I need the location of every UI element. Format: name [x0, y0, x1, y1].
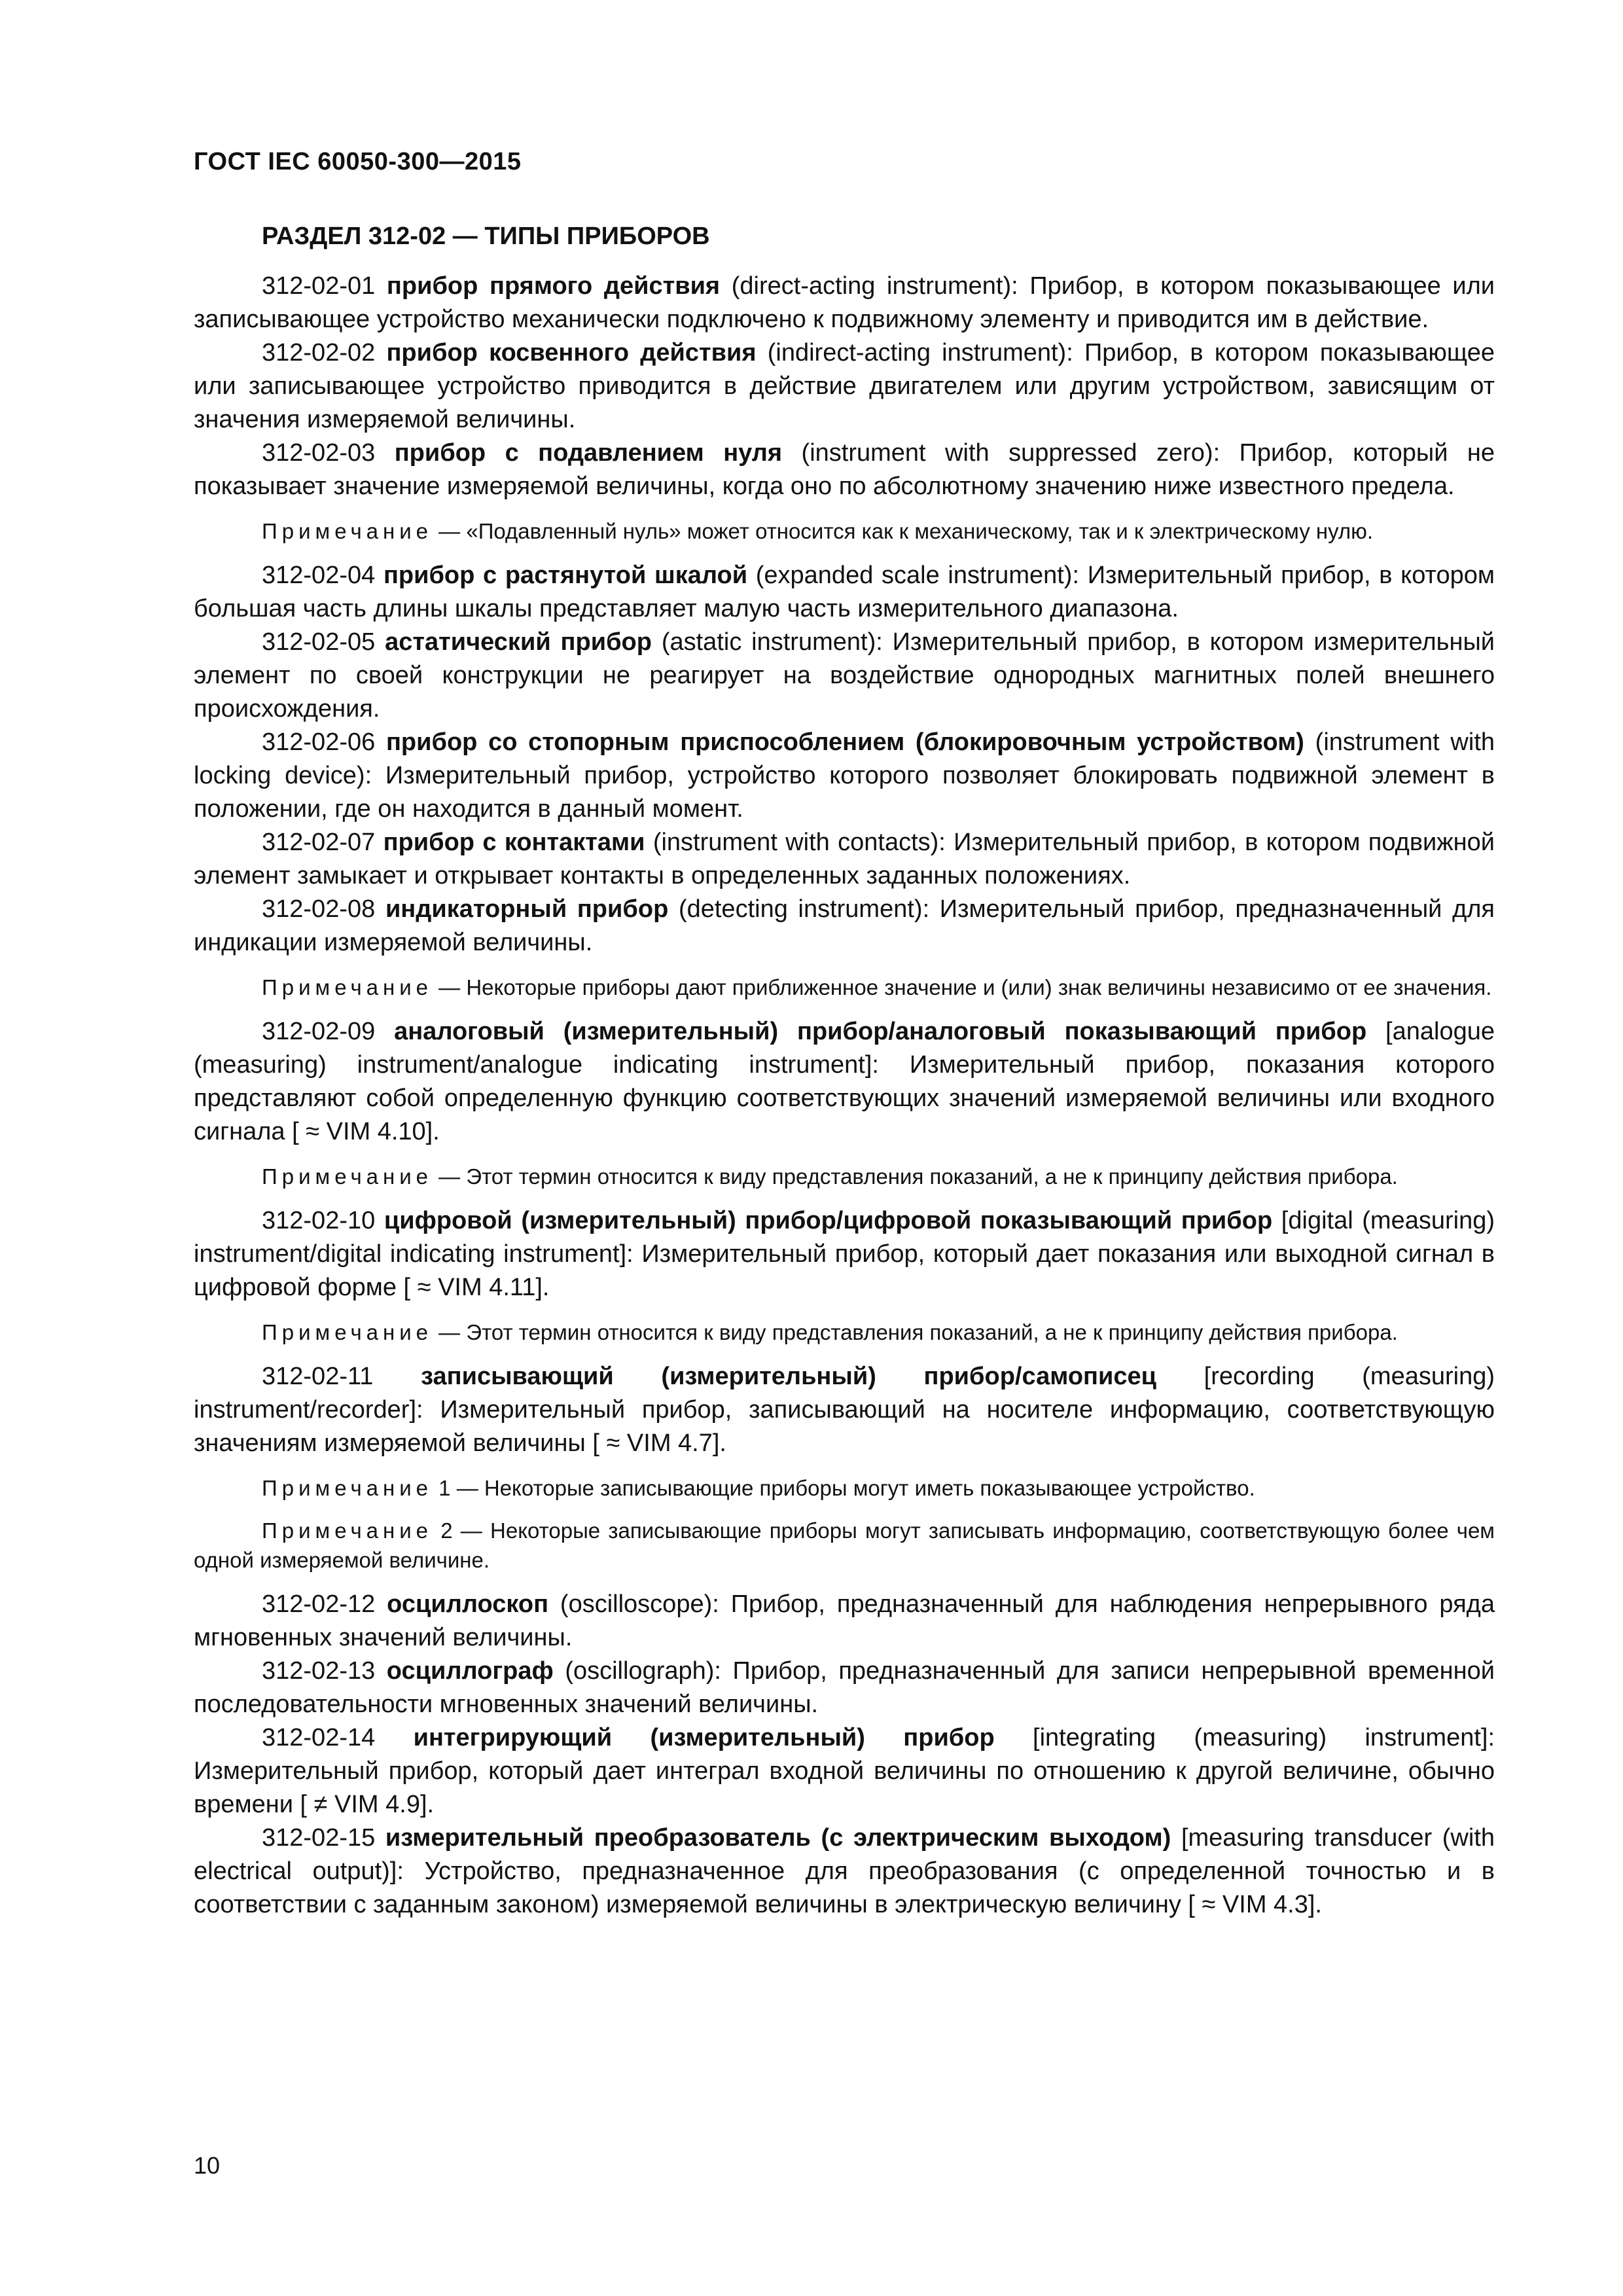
term-number: 312-02-03 [262, 439, 376, 467]
note-text: 2 — Некоторые записывающие приборы могут записывать информацию, соответствующую более чем одной измеряемой величине. [194, 1518, 1495, 1572]
term-name: прибор с подавлением нуля [394, 439, 783, 467]
term-entry [194, 1204, 1495, 1304]
note [194, 516, 1495, 546]
note-text: — Некоторые приборы дают приближенное значение и (или) знак величины независимо от ее значения. [433, 975, 1492, 999]
term-number: 312-02-14 [262, 1724, 376, 1751]
term-number: 312-02-02 [262, 339, 376, 367]
term-name: прибор с растянутой шкалой [383, 562, 748, 589]
note-label: Примечание [262, 1518, 433, 1543]
term-entry [194, 726, 1495, 826]
term-entry [194, 437, 1495, 503]
term-definition: (indirect-acting instrument): Прибор, в котором показывающее или записывающее устройство приводится в действие двигателем или другим устройством, зависящим от значения измеряемой величины. [194, 339, 1495, 433]
term-definition: (oscillograph): Прибор, предназначенный для записи непрерывной временной последовательности мгновенных значений величины. [194, 1657, 1495, 1718]
term-entry [194, 1655, 1495, 1721]
term-entry [194, 1588, 1495, 1655]
note-text: 1 — Некоторые записывающие приборы могут иметь показывающее устройство. [433, 1476, 1255, 1500]
term-number: 312-02-11 [262, 1363, 374, 1390]
note-label: Примечание [262, 519, 433, 543]
term-entry [194, 893, 1495, 960]
note [194, 1162, 1495, 1191]
term-name: цифровой (измерительный) прибор/цифровой показывающий прибор [383, 1207, 1273, 1234]
term-name: измерительный преобразователь (с электрическим выходом) [385, 1824, 1171, 1852]
note-text: — «Подавленный нуль» может относится как к механическому, так и к электрическому нулю. [433, 519, 1374, 543]
term-definition: [analogue (measuring) instrument/analogue indicating instrument]: Измерительный прибор, показания которого представляют собой определенную функцию соответствующих значений измеряемой величины или входного сигнала [ ≈ VIM 4.10]. [194, 1018, 1495, 1145]
term-number: 312-02-08 [262, 895, 376, 923]
term-definition: (detecting instrument): Измерительный прибор, предназначенный для индикации измеряемой величины. [194, 895, 1495, 956]
term-definition: [integrating (measuring) instrument]: Измерительный прибор, который дает интеграл входной величины по отношению к другой величине, обычно времени [ ≠ VIM 4.9]. [194, 1724, 1495, 1818]
term-number: 312-02-13 [262, 1657, 376, 1685]
term-entry [194, 626, 1495, 726]
term-name: прибор со стопорным приспособлением (блокировочным устройством) [385, 728, 1304, 756]
term-definition: (oscilloscope): Прибор, предназначенный для наблюдения непрерывного ряда мгновенных значений величины. [194, 1590, 1495, 1651]
term-name: записывающий (измерительный) прибор/самописец [421, 1363, 1156, 1390]
term-definition: (instrument with locking device): Измерительный прибор, устройство которого позволяет блокировать подвижной элемент в положении, где он находится в данный момент. [194, 728, 1495, 823]
note [194, 1473, 1495, 1503]
note [194, 1516, 1495, 1575]
term-number: 312-02-09 [262, 1018, 376, 1045]
term-definition: [measuring transducer (with electrical output)]: Устройство, предназначенное для преобразования (с определенной точностью и в соответствии с заданным законом) измеряемой величины в электрическую величину [ ≈ VIM 4.3]. [194, 1824, 1495, 1918]
term-definition: (instrument with suppressed zero): Прибор, который не показывает значение измеряемой величины, когда оно по абсолютному значению ниже известного предела. [194, 439, 1495, 500]
term-entry [194, 270, 1495, 336]
term-name: прибор косвенного действия [386, 339, 757, 367]
section-title: РАЗДЕЛ 312-02 — ТИПЫ ПРИБОРОВ [262, 223, 710, 250]
term-name: осциллоскоп [387, 1590, 549, 1618]
note [194, 973, 1495, 1002]
term-entry [194, 336, 1495, 437]
note [194, 1318, 1495, 1347]
note-label: Примечание [262, 1476, 433, 1500]
document-body [194, 220, 1495, 1922]
term-name: интегрирующий (измерительный) прибор [413, 1724, 995, 1751]
term-number: 312-02-05 [262, 628, 376, 656]
note-text: — Этот термин относится к виду представления показаний, а не к принципу действия прибора. [433, 1320, 1398, 1344]
page-number: 10 [194, 2152, 221, 2179]
term-entry [194, 1721, 1495, 1821]
term-name: прибор с контактами [383, 829, 645, 856]
note-label: Примечание [262, 975, 433, 999]
term-entry [194, 1821, 1495, 1922]
note-label: Примечание [262, 1164, 433, 1189]
term-definition: (astatic instrument): Измерительный прибор, в котором измерительный элемент по своей конструкции не реагирует на воздействие однородных магнитных полей внешнего происхождения. [194, 628, 1495, 723]
term-entry [194, 1360, 1495, 1460]
note-label: Примечание [262, 1320, 433, 1344]
term-name: осциллограф [386, 1657, 554, 1685]
term-number: 312-02-04 [262, 562, 376, 589]
term-number: 312-02-06 [262, 728, 376, 756]
term-number: 312-02-10 [262, 1207, 376, 1234]
term-entry [194, 559, 1495, 626]
term-number: 312-02-07 [262, 829, 376, 856]
term-name: индикаторный прибор [385, 895, 669, 923]
term-number: 312-02-15 [262, 1824, 376, 1852]
term-definition: [recording (measuring) instrument/recorder]: Измерительный прибор, записывающий на носителе информацию, соответствующую значениям измеряемой величины [ ≈ VIM 4.7]. [194, 1363, 1495, 1457]
term-entry [194, 1015, 1495, 1149]
term-definition: (direct-acting instrument): Прибор, в котором показывающее или записывающее устройство механически подключено к подвижному элементу и приводится им в действие. [194, 272, 1495, 333]
term-name: астатический прибор [385, 628, 652, 656]
term-definition: [digital (measuring) instrument/digital indicating instrument]: Измерительный прибор, который дает показания или выходной сигнал в цифровой форме [ ≈ VIM 4.11]. [194, 1207, 1495, 1301]
term-definition: (expanded scale instrument): Измерительный прибор, в котором большая часть длины шкалы представляет малую часть измерительного диапазона. [194, 562, 1495, 622]
term-name: аналоговый (измерительный) прибор/аналоговый показывающий прибор [394, 1018, 1367, 1045]
standard-code-header: ГОСТ IEC 60050-300—2015 [194, 148, 522, 175]
term-number: 312-02-12 [262, 1590, 376, 1618]
note-text: — Этот термин относится к виду представления показаний, а не к принципу действия прибора. [433, 1164, 1398, 1189]
term-number: 312-02-01 [262, 272, 376, 300]
term-entry [194, 826, 1495, 893]
term-definition: (instrument with contacts): Измерительный прибор, в котором подвижной элемент замыкает и открывает контакты в определенных заданных положениях. [194, 829, 1495, 889]
term-name: прибор прямого действия [386, 272, 721, 300]
